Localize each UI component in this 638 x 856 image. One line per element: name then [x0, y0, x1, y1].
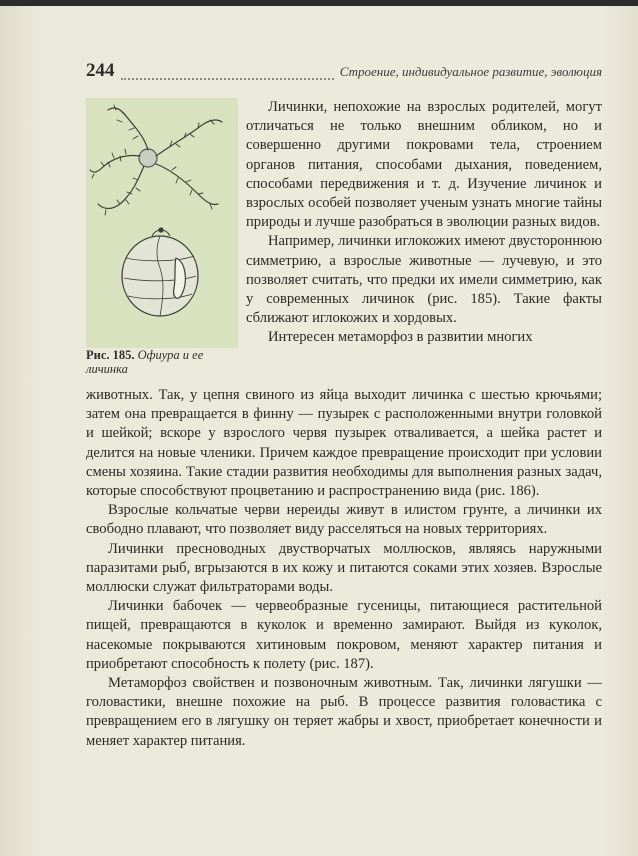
running-title: Строение, индивидуальное развитие, эволюция: [339, 64, 602, 79]
paragraph-butterflies: Личинки бабочек — червеобразные гусеницы, питающиеся растительной пищей, превращаются в куколок и временно замирают. Выйдя из куколок, насекомые покрываются хитиновым покровом, меняют характер питания и приобретают способность к полету (рис. 187).: [86, 598, 602, 672]
paragraph-tapeworm: животных. Так, у цепня свиного из яйца выходит личинка с шестью крючьями; затем она превращается в финну — пузырек с расположенными внутри головкой и шейкой; вскоре у взрослого червя пузырек отваливается, а шейка растет и делится на новые членики. Причем каждое превращение происходит при условии смены хозяина. Такие стадии развития необходимы для выполнения разных задач, которые способствуют процветанию и распространению вида (рис. 186).: [86, 387, 602, 500]
brittle-star-drawing: [90, 105, 222, 215]
paragraph-nereids: Взрослые кольчатые черви нереиды живут в илистом грунте, а личинки их свободно плавают, что позволяет виду расселяться на новых территориях.: [86, 502, 602, 538]
page-header: [86, 60, 602, 86]
scan-edge: [0, 0, 638, 6]
paragraph-echinoderm-symmetry: Например, личинки иглокожих имеют двустороннюю симметрию, а взрослые животные — лучевую, и это позволяет считать, что предки их имели симметрию, как у современных личинок (рис. 185). Такие факты сближают иглокожих и хордовых.: [246, 233, 602, 327]
paragraph-vertebrates: Метаморфоз свойствен и позвоночным животным. Так, личинки лягушки — головастики, внешне похожие на рыб. В процессе развития головастика с превращением его в лягушку он теряет жабры и хвост, приобретает конечности и меняет характер питания.: [86, 675, 602, 749]
ophiura-illustration: [86, 98, 238, 348]
paragraph-mollusks: Личинки пресноводных двустворчатых моллюсков, являясь наружными паразитами рыб, вгрызаются в их кожу и питаются соками этих хозяев. Взрослые моллюски служат фильтраторами воды.: [86, 540, 602, 596]
larva-drawing: [122, 228, 198, 316]
header-leader-dots: [121, 66, 334, 80]
figure-title: Офиура и ее личинка: [86, 348, 204, 376]
figure-label: Рис. 185.: [86, 348, 135, 362]
figure-caption: [86, 348, 236, 376]
paragraph-larvae-differences: Личинки, непохожие на взрослых родителей, могут отличаться не только внешним обликом, но и совершенно другими покровами тела, строением органов питания, способами дыхания, поведением, способами передвижения и т. д. Изучение личинок и взрослых особей позволяет ученым узнать многие тайны природы и лучше разобраться в эволюции разных видов.: [246, 99, 602, 231]
page-number: 244: [86, 60, 115, 81]
paragraph-metamorphosis-start: Интересен метаморфоз в развитии многих: [268, 329, 533, 346]
text-column-beside-figure: [246, 98, 602, 348]
text-column-full-width: [86, 386, 602, 751]
figure-ophiura: [86, 98, 238, 348]
